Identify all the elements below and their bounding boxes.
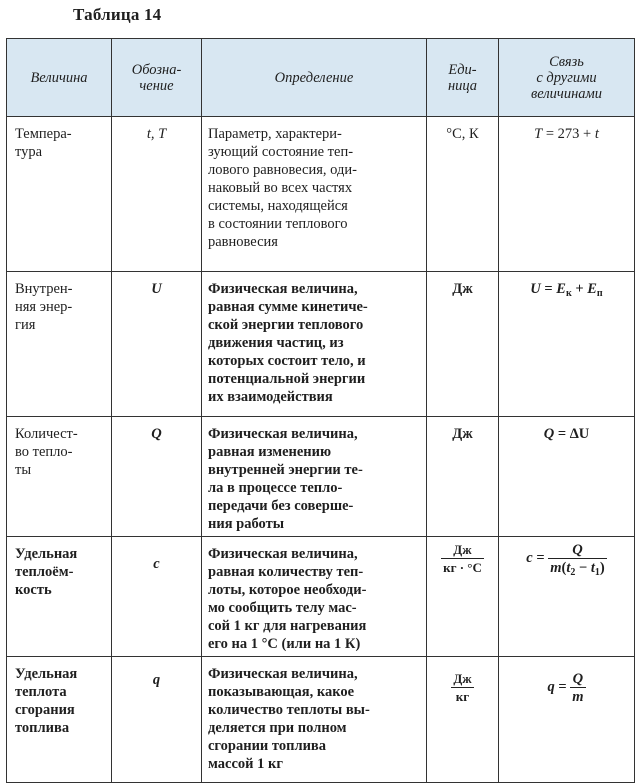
header-quantity: Величина — [7, 39, 112, 117]
header-relation: Связь с другими величинами — [499, 39, 635, 117]
definition-cell: Физическая величина, равная сумме кинетиче- ской энергии теплового движения частиц, из которых состоит тело, и потенциальной энергии их взаимодействия — [202, 272, 427, 417]
unit-fraction: $\frac{Дж}{кг \cdot ^\circ С}$ — [443, 542, 482, 575]
definition-cell: Параметр, характери- зующий состояние теп- лового равновесия, оди- наковый во всех частях системы, находящейся в состоянии теплового равновесия — [202, 117, 427, 272]
definition-cell: Физическая величина, равная изменению внутренней энергии те- ла в процессе тепло- передачи без соверше- ния работы — [202, 417, 427, 537]
header-symbol: Обозна- чение — [112, 39, 202, 117]
symbol-cell: t, T — [112, 117, 202, 272]
unit-cell: Дж — [427, 272, 499, 417]
symbol-cell: c — [112, 537, 202, 657]
header-row — [7, 39, 635, 117]
unit-fraction: $\frac{Дж}{кг}$ — [453, 671, 472, 704]
symbol-cell: U — [112, 272, 202, 417]
symbol-cell: Q — [112, 417, 202, 537]
quantity-cell: Удельная теплота сгорания топлива — [7, 657, 112, 783]
relation-formula: $U = E_к + E_п$ — [530, 281, 603, 299]
unit-cell — [427, 537, 499, 657]
relation-cell — [499, 417, 635, 537]
header-definition: Определение — [202, 39, 427, 117]
table-row-specific-heat-capacity — [7, 537, 635, 657]
relation-cell — [499, 537, 635, 657]
table-caption: Таблица 14 — [73, 5, 162, 24]
table-row-quantity-of-heat — [7, 417, 635, 537]
relation-cell — [499, 117, 635, 272]
header-unit: Еди- ница — [427, 39, 499, 117]
table-row-specific-heat-of-combustion — [7, 657, 635, 783]
quantity-cell: Количест- во тепло- ты — [7, 417, 112, 537]
relation-cell — [499, 272, 635, 417]
table-row-temperature — [7, 117, 635, 272]
quantity-cell: Внутрен- няя энер- гия — [7, 272, 112, 417]
symbol-cell: q — [112, 657, 202, 783]
relation-formula: Q = ΔU — [543, 426, 590, 442]
table-row-internal-energy — [7, 272, 635, 417]
relation-formula: c = $\frac{Q}{m(t_2 - t_1)}$ — [526, 542, 605, 578]
unit-cell: °С, К — [427, 117, 499, 272]
unit-cell — [427, 657, 499, 783]
unit-cell: Дж — [427, 417, 499, 537]
quantity-cell: Удельная теплоём- кость — [7, 537, 112, 657]
definition-cell: Физическая величина, равная количеству теп- лоты, которое необходи- мо сообщить телу мас- сой 1 кг для нагревания его на 1 °С (или на 1 К) — [202, 537, 427, 657]
physics-quantities-table — [6, 38, 635, 783]
definition-cell: Физическая величина, показывающая, какое количество теплоты вы- деляется при полном сгорании топлива массой 1 кг — [202, 657, 427, 783]
relation-formula: T = 273 + t — [534, 126, 599, 142]
relation-cell — [499, 657, 635, 783]
relation-formula: q = $\frac{Q}{m}$ — [547, 671, 584, 705]
quantity-cell: Темпера- тура — [7, 117, 112, 272]
